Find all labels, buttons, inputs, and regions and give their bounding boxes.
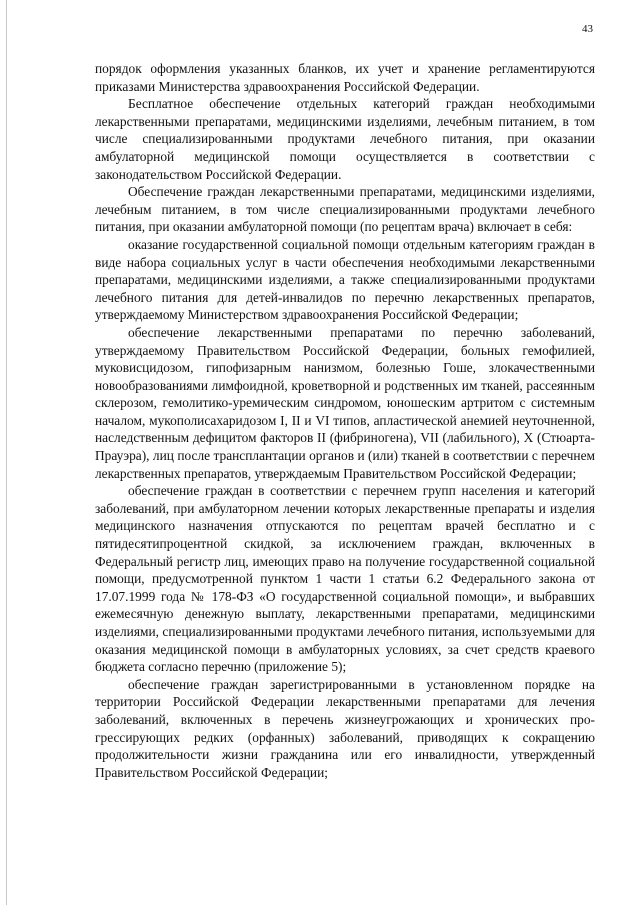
body-text (95, 60, 595, 781)
paragraph-state-social-help: оказание государственной социальной помощи отдельным категориям граждан в виде набора социальных услуг в части обеспечения необходимыми лекарственными препаратами, медицинскими изделиями, а также специализированными продуктами лечебного питания для детей-инвалидов по перечню лекарственных препаратов, утверждаемому Министерством здравоохранения Российской Федерации; (95, 236, 595, 323)
paragraph-population-groups: обеспечение граждан в соответствии с перечнем групп населения и категорий заболеваний, при амбулаторном лечении которых лекарственные препараты и изделия медицинского назначения отпускаются по рецептам врачей бесплатно и с пятидесятипроцентной скидкой, за исключением граждан, включенных в Федеральный регистр лиц, имеющих право на получение государственной социальной помощи, предусмотренной пунктом 1 части 1 статьи 6.2 Федерального закона от 17.07.1999 года № 178-ФЗ «О государственной социальной помощи», и выбравших ежемесячную денежную выплату, лекарственными препаратами, медицинскими изделиями, специализированными продуктами лечебного питания, используемыми для оказания медицинской помощи в амбулаторных условиях, за счет средств краевого бюджета согласно перечню (приложение 5); (95, 483, 595, 675)
scan-edge-line (6, 0, 7, 905)
paragraph-orphan-diseases: обеспечение граждан зарегистрированными в установленном порядке на территории Российской Федерации лекарственными препаратами для лечения заболеваний, включенных в перечень жизнеугрожающих и хронических прогрессирующих редких (орфанных) заболеваний, приводящих к сокращению продолжительности жизни гражданина или его инвалидности, утвержденный Правительством Российской Федерации; (95, 676, 595, 780)
page-number: 43 (582, 23, 593, 35)
paragraph-free-provision: Бесплатное обеспечение отдельных категорий граждан необходимыми лекарственными препаратами, медицинскими изделиями, лечебным питанием, в том числе специализированными продуктами лечебного питания, при оказании амбулаторной медицинской помощи осуществляется в соответствии с законодательством Российской Федерации. (95, 96, 595, 182)
paragraph-disease-list: обеспечение лекарственными препаратами по перечню заболеваний, утверждаемому Правительством Российской Федерации, больных гемофилией, муковисцидозом, гипофизарным нанизмом, болезнью Гоше, злокачественными новообразованиями лимфоидной, кроветворной и родственных им тканей, рассеянным склерозом, гемолитико-уремическим синдромом, юношеским артритом с системным началом, мукополисахаридозом I, II и VI типов, апластической анемией неуточненной, наследственным дефицитом факторов II (фибриногена), VII (лабильного), X (Стюарта-Прауэра), лиц после трансплантации органов и (или) тканей в соответствии с перечнем лекарственных препаратов, утверждаемым Правительством Российской Федерации; (95, 324, 595, 481)
paragraph-continuation: порядок оформления указанных бланков, их учет и хранение регламентируются приказами Министерства здравоохранения Российской Федерации. (95, 61, 595, 94)
paragraph-provision-includes: Обеспечение граждан лекарственными препаратами, медицинскими изделиями, лечебным питанием, в том числе специализированными продуктами лечебного питания, при оказании амбулаторной помощи (по рецептам врача) включает в себя: (95, 184, 595, 235)
